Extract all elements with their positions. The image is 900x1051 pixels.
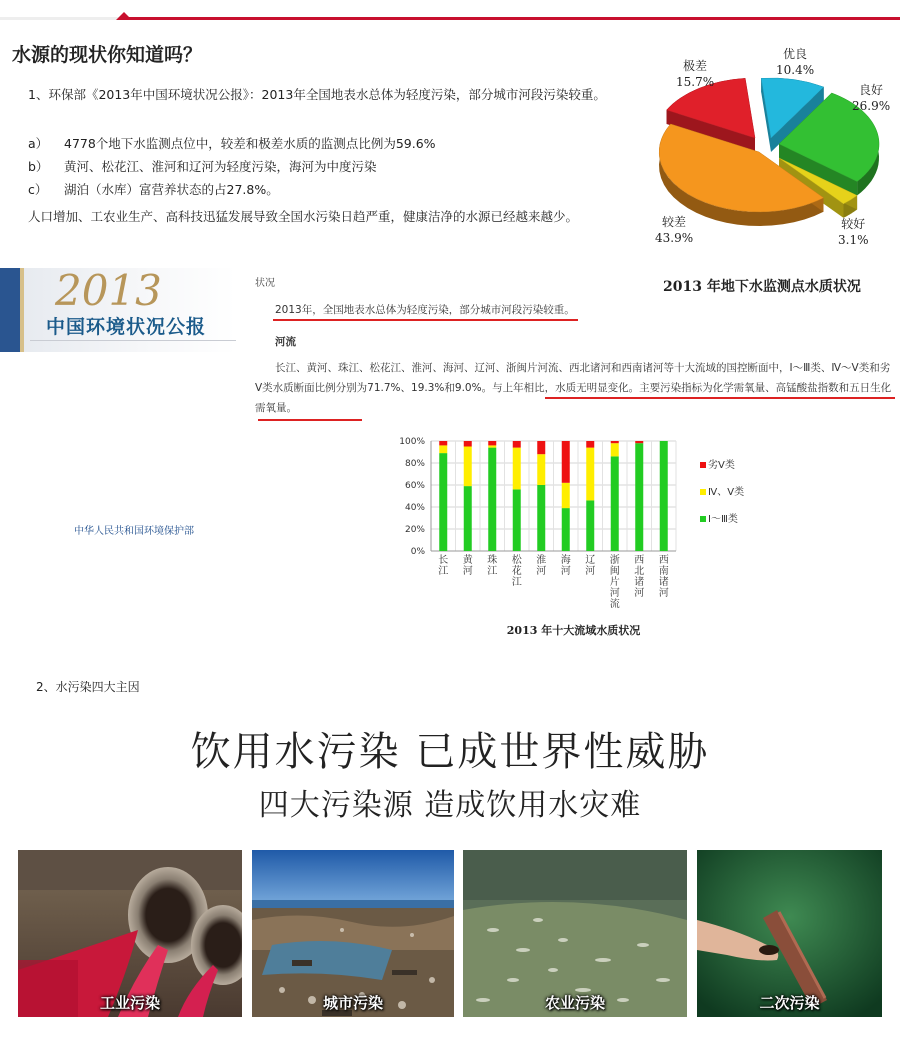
bar-segment — [611, 443, 619, 456]
x-tick-label: 河 — [585, 566, 596, 577]
item-text: 4778个地下水监测点位中，较差和极差水质的监测点比例为59.6% — [64, 136, 436, 151]
bar-segment — [439, 441, 447, 445]
pie-label-youliang: 优良 10.4% — [776, 47, 815, 77]
highlight-underline — [258, 419, 362, 421]
pie-label-jiaocha: 较差 43.9% — [655, 215, 694, 245]
bar-segment — [562, 441, 570, 483]
legend-label: Ⅳ、Ⅴ类 — [708, 487, 745, 498]
x-tick-label: 西 — [634, 555, 645, 566]
item-text: 湖泊（水库）富营养状态的占27.8%。 — [64, 182, 279, 197]
x-tick-label: 黄 — [462, 555, 473, 566]
report-name: 中国环境状况公报 — [46, 316, 207, 338]
x-tick-label: 浙 — [609, 555, 620, 566]
bar-segment — [611, 456, 619, 551]
bar-segment — [464, 447, 472, 487]
photo-secondary-pollution — [697, 850, 882, 1017]
bar-segment — [611, 441, 619, 443]
pie-label-lianghao: 良好 26.9% — [852, 83, 891, 113]
y-tick-label: 0% — [410, 547, 425, 557]
bar-segment — [513, 489, 521, 551]
x-tick-label: 闽 — [609, 566, 620, 577]
top-accent-bar — [0, 0, 900, 20]
intro-item-c — [28, 180, 279, 198]
photo-agricultural-pollution — [463, 850, 687, 1017]
y-tick-label: 40% — [404, 503, 425, 513]
x-tick-label: 江 — [438, 566, 449, 577]
x-tick-label: 江 — [511, 577, 522, 588]
bar-segment — [513, 441, 521, 448]
headline-1: 饮用水污染 已成世界性威胁 — [190, 729, 710, 775]
bar-segment — [439, 445, 447, 453]
x-tick-label: 河 — [462, 566, 473, 577]
legend-label: Ⅰ～Ⅲ类 — [708, 514, 738, 525]
bar-segment — [537, 485, 545, 551]
bar-segment — [488, 441, 496, 445]
report-summary-line: 2013年，全国地表水总体为轻度污染，部分城市河段污染较重。 — [275, 304, 575, 316]
bar-segment — [537, 441, 545, 454]
bar-segment — [586, 441, 594, 448]
x-tick-label: 江 — [487, 566, 498, 577]
x-tick-label: 花 — [511, 566, 522, 577]
rivers-heading: 河流 — [275, 336, 296, 348]
bar-segment — [660, 441, 668, 551]
x-tick-label: 河 — [536, 566, 547, 577]
x-tick-label: 诸 — [658, 577, 669, 588]
bar-segment — [513, 448, 521, 490]
x-tick-label: 淮 — [536, 555, 547, 566]
photo-caption: 农业污染 — [544, 994, 605, 1012]
y-tick-label: 100% — [399, 437, 425, 447]
legend-label: 劣Ⅴ类 — [708, 460, 735, 471]
x-tick-label: 河 — [609, 588, 620, 599]
x-tick-label: 西 — [658, 555, 669, 566]
photo-caption: 二次污染 — [759, 994, 820, 1012]
y-tick-label: 60% — [404, 481, 425, 491]
report-section-label: 状况 — [255, 278, 275, 289]
bar-segment — [586, 448, 594, 501]
report-year: 2013 — [55, 266, 162, 315]
bar-segment — [488, 448, 496, 551]
x-tick-label: 流 — [609, 599, 620, 610]
pie-label-jicha: 极差 15.7% — [676, 59, 715, 89]
photo-industrial-pollution — [18, 850, 242, 1017]
highlight-underline — [545, 397, 895, 399]
x-tick-label: 北 — [634, 566, 645, 577]
x-tick-label: 南 — [658, 566, 669, 577]
intro-summary: 人口增加、工农业生产、高科技迅猛发展导致全国水污染日趋严重，健康洁净的水源已经越来越少。 — [28, 209, 579, 224]
bar-segment — [439, 453, 447, 551]
photo-caption: 城市污染 — [322, 994, 383, 1012]
item-marker: b） — [28, 159, 49, 174]
x-tick-label: 松 — [511, 555, 522, 566]
legend-swatch — [700, 516, 706, 522]
bar-segment — [635, 443, 643, 551]
ministry-name: 中华人民共和国环境保护部 — [74, 526, 194, 537]
x-tick-label: 河 — [634, 588, 645, 599]
pie-chart-title: 2013 年地下水监测点水质状况 — [663, 279, 861, 295]
x-tick-label: 河 — [658, 588, 669, 599]
y-tick-label: 20% — [404, 525, 425, 535]
item-marker: a） — [28, 136, 49, 151]
x-tick-label: 海 — [560, 555, 571, 566]
item-text: 黄河、松花江、淮河和辽河为轻度污染，海河为中度污染 — [64, 159, 377, 174]
rivers-paragraph: 长江、黄河、珠江、松花江、淮河、海河、辽河、浙闽片河流、西北诸河和西南诸河等十大流域的国控断面中，Ⅰ～Ⅲ类、Ⅳ～Ⅴ类和劣Ⅴ类水质断面比例分别为71.7%、19.3%和9.0%。与上年相比，水质无明显变化。主要污染指标为化学需氧量、高锰酸盐指数和五日生化需氧量。 — [255, 362, 892, 414]
x-tick-label: 辽 — [585, 555, 596, 566]
x-tick-label: 珠 — [487, 555, 498, 566]
x-tick-label: 长 — [438, 555, 449, 566]
bar-segment — [562, 508, 570, 551]
bar-segment — [488, 445, 496, 447]
item-marker: c） — [28, 182, 48, 197]
bar-chart-title: 2013 年十大流域水质状况 — [506, 624, 641, 637]
x-tick-label: 片 — [609, 577, 620, 588]
intro-lead: 1、环保部《2013年中国环境状况公报》：2013年全国地表水总体为轻度污染，部分城市河段污染较重。 — [28, 87, 606, 102]
photo-caption: 工业污染 — [99, 994, 160, 1012]
pie-label-jiaohao: 较好 3.1% — [838, 217, 869, 247]
highlight-underline — [273, 319, 578, 321]
bar-segment — [635, 441, 643, 443]
intro-item-b — [28, 157, 377, 175]
bar-segment — [464, 486, 472, 551]
headline-2: 四大污染源 造成饮用水灾难 — [258, 788, 642, 823]
bar-segment — [464, 441, 472, 447]
river-basin-stacked-bar-chart — [380, 430, 780, 645]
page-title: 水源的现状你知道吗？ — [12, 44, 203, 66]
intro-item-a — [28, 134, 436, 152]
x-tick-label: 河 — [560, 566, 571, 577]
legend-swatch — [700, 462, 706, 468]
section-2-label: 2、水污染四大主因 — [36, 680, 140, 694]
bar-segment — [537, 454, 545, 485]
legend-swatch — [700, 489, 706, 495]
y-tick-label: 80% — [404, 459, 425, 469]
bar-segment — [586, 500, 594, 551]
photo-urban-pollution — [252, 850, 454, 1017]
bar-segment — [562, 483, 570, 508]
x-tick-label: 诸 — [634, 577, 645, 588]
